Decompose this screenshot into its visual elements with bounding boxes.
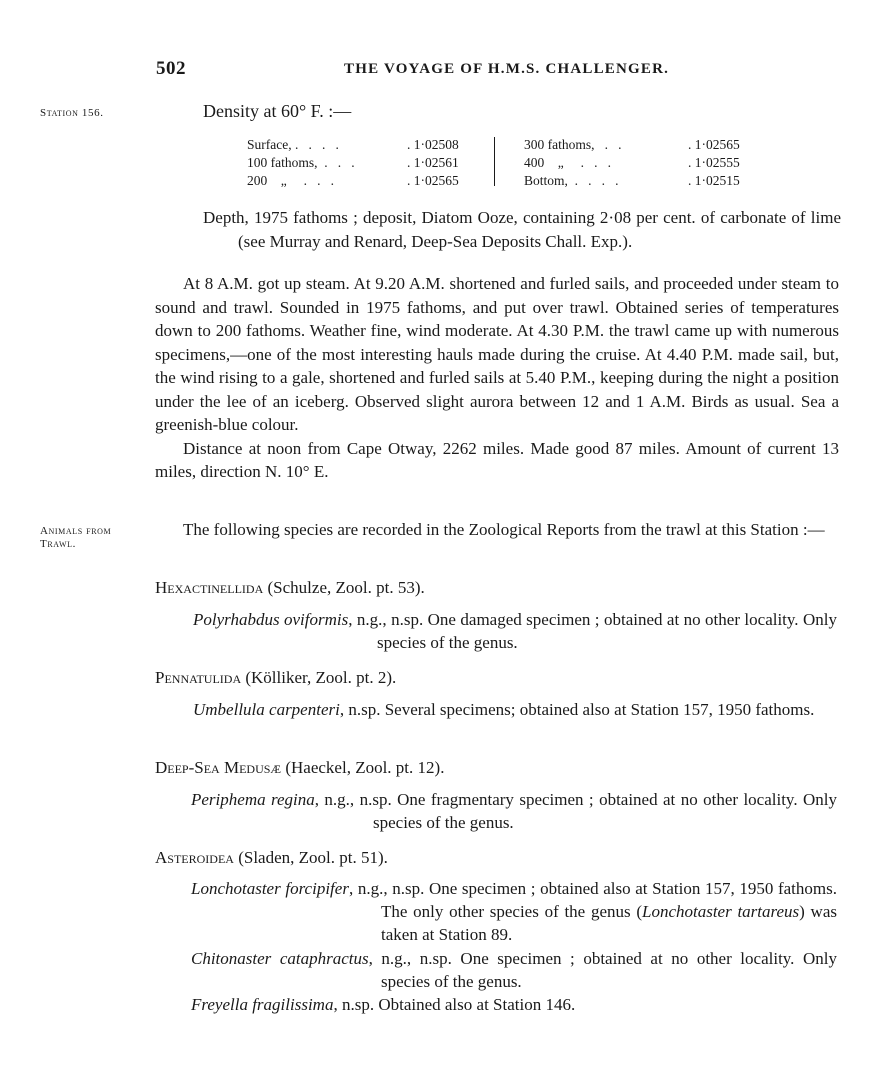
narrative <box>155 272 839 484</box>
density-row: Bottom, . . . . <box>524 173 619 188</box>
margin-note-station: Station 156. <box>40 107 104 119</box>
group-heading: Asteroidea (Sladen, Zool. pt. 51). <box>155 848 388 867</box>
species-entry: Freyella fragilissima, n.sp. Obtained also at Station 146. <box>191 995 576 1014</box>
density-row: 300 fathoms, . . <box>524 137 622 152</box>
density-value: . 1·02565 <box>407 173 459 188</box>
page-number: 502 <box>156 58 186 79</box>
density-value: . 1·02565 <box>688 137 740 152</box>
density-value: . 1·02515 <box>688 173 740 188</box>
species-entry: Periphema regina, n.g., n.sp. One fragmentary specimen ; obtained at no other locality. Only species of the genus. <box>191 790 837 832</box>
density-row: 100 fathoms, . . . <box>247 155 355 170</box>
group-heading: Pennatulida (Kölliker, Zool. pt. 2). <box>155 668 397 687</box>
species-name: Lonchotaster forcipifer <box>191 879 349 898</box>
species-entry: Polyrhabdus oviformis, n.g., n.sp. One damaged specimen ; obtained at no other locality. Only species of the genus. <box>193 610 837 652</box>
density-value: . 1·02561 <box>407 155 459 170</box>
table-divider <box>494 137 495 186</box>
narrative-paragraph: At 8 A.M. got up steam. At 9.20 A.M. shortened and furled sails, and proceeded under steam to sound and trawl. Sounded in 1975 fathoms, and put over trawl. Obtained series of temperatures down to 200 fathoms. Weather fine, wind moderate. At 4.30 P.M. the trawl came up with numerous specimens,—one of the most interesting hauls made during the cruise. At 4.40 P.M. made sail, but, the wind rising to a gale, shortened and furled sails at 5.40 P.M., keeping during the night a position under the lee of an iceberg. Observed slight aurora between 12 and 1 A.M. Birds as usual. Sea a greenish-blue colour. <box>155 274 839 434</box>
density-row: 400 „ . . . <box>524 155 611 170</box>
species-entry: Chitonaster cataphractus, n.g., n.sp. One specimen ; obtained at no other locality. Only species of the genus. <box>191 949 837 991</box>
species-name: Polyrhabdus oviformis <box>193 610 349 629</box>
density-value: . 1·02508 <box>407 137 459 152</box>
species-name: Periphema regina <box>191 790 315 809</box>
density-value: . 1·02555 <box>688 155 740 170</box>
species-name: Chitonaster cataphractus <box>191 949 369 968</box>
narrative-paragraph: Distance at noon from Cape Otway, 2262 miles. Made good 87 miles. Amount of current 13 miles, direction N. 10° E. <box>155 438 839 481</box>
depth-paragraph: Depth, 1975 fathoms ; deposit, Diatom Ooze, containing 2·08 per cent. of carbonate of lime (see Murray and Renard, Deep-Sea Deposits Chall. Exp.). <box>203 208 841 251</box>
running-title: THE VOYAGE OF H.M.S. CHALLENGER. <box>344 61 670 77</box>
species-name: Umbellula carpenteri <box>193 700 340 719</box>
density-row: 200 „ . . . <box>247 173 334 188</box>
density-title: Density at 60° F. :— <box>203 101 352 121</box>
species-entry: Lonchotaster forcipifer, n.g., n.sp. One specimen ; obtained also at Station 157, 1950 fathoms. The only other species of the genus (Lonchotaster tartareus) was taken at Station 89. <box>191 879 837 944</box>
species-intro: The following species are recorded in the Zoological Reports from the trawl at this Station :— <box>183 520 825 539</box>
species-entry: Umbellula carpenteri, n.sp. Several specimens; obtained also at Station 157, 1950 fathoms. <box>193 700 815 719</box>
margin-note-animals: Animals from Trawl. <box>40 525 112 550</box>
group-heading: Deep-Sea Medusæ (Haeckel, Zool. pt. 12). <box>155 758 445 777</box>
density-row: Surface, . . . . <box>247 137 339 152</box>
group-heading: Hexactinellida (Schulze, Zool. pt. 53). <box>155 578 425 597</box>
species-name: Freyella fragilissima <box>191 995 334 1014</box>
